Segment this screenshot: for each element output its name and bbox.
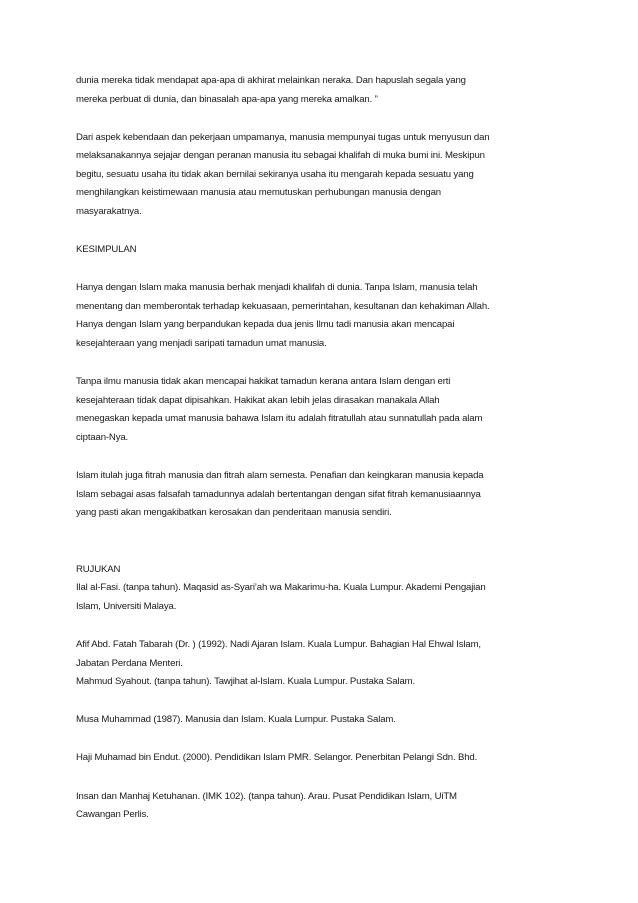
text-line: yang pasti akan mengakibatkan kerosakan dan penderitaan manusia sendiri.	[76, 507, 392, 519]
paragraph-gap	[76, 448, 566, 468]
reference-item	[76, 711, 566, 730]
reference-item	[76, 579, 566, 616]
reference-item	[76, 749, 566, 768]
text-line: masyarakatnya.	[76, 206, 142, 218]
paragraph-gap	[76, 109, 566, 129]
reference-item	[76, 788, 566, 825]
text-line: kesejahteraan yang menjadi saripati tamadun umat manusia.	[76, 338, 327, 350]
paragraph-gap	[76, 260, 566, 280]
text-line: Afif Abd. Fatah Tabarah (Dr. ) (1992). Nadi Ajaran Islam. Kuala Lumpur. Bahagian Hal Ehwal Islam,	[76, 639, 481, 651]
text-line: Mahmud Syahout. (tanpa tahun). Tawjihat al-Islam. Kuala Lumpur. Pustaka Salam.	[76, 676, 416, 688]
paragraph-gap	[76, 222, 566, 242]
paragraph-kesimpulan-3	[76, 467, 566, 523]
text-line: begitu, sesuatu usaha itu tidak akan bernilai sekiranya usaha itu mengarah kepada sesuatu yang	[76, 168, 474, 180]
paragraph-top	[76, 72, 566, 109]
paragraph-gap	[76, 354, 566, 374]
paragraph-gap	[76, 617, 566, 637]
section-gap	[76, 523, 566, 561]
text-line: Haji Muhamad bin Endut. (2000). Pendidikan Islam PMR. Selangor. Penerbitan Pelangi Sdn. Bhd.	[76, 752, 478, 764]
text-line: menentang dan memberontak terhadap kekuasaan, pemerintahan, kesultanan dan kehakiman Allah.	[76, 300, 490, 312]
text-line: menegaskan kepada umat manusia bahawa Islam itu adalah fitratullah atau sunnatullah pada alam	[76, 413, 483, 425]
text-line: Hanya dengan Islam yang berpandukan kepada dua jenis Ilmu tadi manusia akan mencapai	[76, 319, 455, 331]
paragraph-aspect	[76, 129, 566, 222]
text-line: Cawangan Perlis.	[76, 809, 149, 821]
text-line: melaksanakannya sejajar dengan peranan manusia itu sebagai khalifah di muka bumi ini. Meskipun	[76, 150, 485, 162]
text-line: kesejahteraan tidak dapat dipisahkan. Hakikat akan lebih jelas dirasakan manakala Allah	[76, 394, 440, 406]
paragraph-kesimpulan-2	[76, 373, 566, 447]
heading-kesimpulan: KESIMPULAN	[76, 244, 137, 256]
text-line: Islam sebagai asas falsafah tamadunnya adalah bertentangan dengan sifat fitrah kemanusiaannya	[76, 488, 481, 500]
text-line: ciptaan-Nya.	[76, 431, 129, 443]
text-line: Insan dan Manhaj Ketuhanan. (IMK 102). (tanpa tahun). Arau. Pusat Pendidikan Islam, UiTM	[76, 790, 457, 802]
text-line: Jabatan Perdana Menteri.	[76, 657, 183, 669]
text-line: menghilangkan keistimewaan manusia atau memutuskan perhubungan manusia dengan	[76, 187, 441, 199]
paragraph-kesimpulan-1	[76, 279, 566, 353]
text-line: Islam, Universiti Malaya.	[76, 600, 177, 612]
reference-item	[76, 636, 566, 692]
paragraph-gap	[76, 768, 566, 788]
text-line: Tanpa ilmu manusia tidak akan mencapai hakikat tamadun kerana antara Islam dengan erti	[76, 376, 451, 388]
text-line: Dari aspek kebendaan dan pekerjaan umpamanya, manusia mempunyai tugas untuk menyusun dan	[76, 131, 490, 143]
paragraph-gap	[76, 730, 566, 750]
document-body	[76, 72, 566, 825]
heading-rujukan: RUJUKAN	[76, 563, 121, 575]
text-line: dunia mereka tidak mendapat apa-apa di akhirat melainkan neraka. Dan hapuslah segala yang	[76, 75, 466, 86]
text-line: Islam itulah juga fitrah manusia dan fitrah alam semesta. Penafian dan keingkaran manusia kepada	[76, 470, 484, 481]
text-line: Ilal al-Fasi. (tanpa tahun). Maqasid as-Syari’ah wa Makarimu-ha. Kuala Lumpur. Akademi Pengajian	[76, 582, 486, 594]
text-line: Hanya dengan Islam maka manusia berhak menjadi khalifah di dunia. Tanpa Islam, manusia telah	[76, 282, 478, 294]
paragraph-gap	[76, 692, 566, 712]
text-line: mereka perbuat di dunia, dan binasalah apa-apa yang mereka amalkan. ”	[76, 93, 378, 105]
text-line: Musa Muhammad (1987). Manusia dan Islam. Kuala Lumpur. Pustaka Salam.	[76, 714, 396, 726]
